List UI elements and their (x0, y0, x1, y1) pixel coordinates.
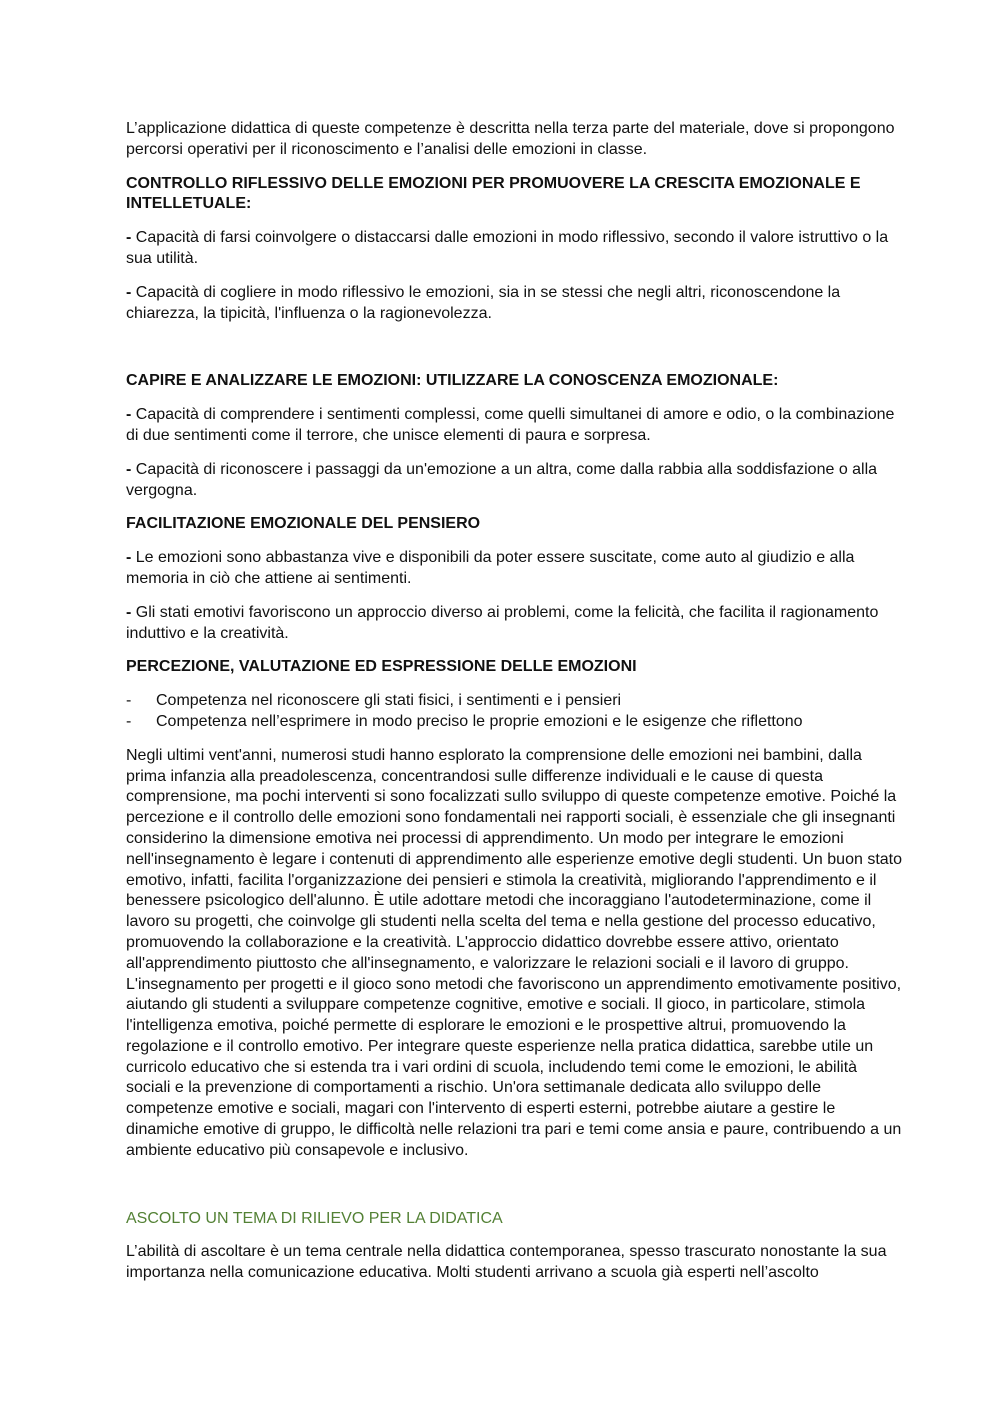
bullet-mark: - (126, 692, 132, 710)
vertical-spacer (126, 1175, 904, 1209)
list-item (126, 405, 904, 447)
bullet-list (126, 691, 904, 733)
dash-mark: - (126, 229, 132, 247)
bullet-item (126, 691, 904, 712)
intro-paragraph: L’applicazione didattica di queste competenze è descritta nella terza parte del materiale, dove si propongono percorsi operativi per il riconoscimento e l’analisi delle emozioni in classe. (126, 120, 895, 158)
list-item-text: Capacità di cogliere in modo riflessivo le emozioni, sia in se stessi che negli altri, riconoscendone la chiarezza, la tipicità, l'influenza o la ragionevolezza. (126, 283, 841, 322)
dash-mark: - (126, 406, 132, 424)
list-item (126, 283, 904, 325)
dash-mark: - (126, 603, 132, 621)
dash-mark: - (126, 460, 132, 478)
list-item (126, 603, 904, 645)
body-paragraph: Negli ultimi vent'anni, numerosi studi hanno esplorato la comprensione delle emozioni nei bambini, dalla prima infanzia alla preadolescenza, concentrandosi sulle differenze individuali e le cause di questa comprensione, ma pochi interventi si sono focalizzati sullo sviluppo di queste competenze emotive. Poiché la percezione e il controllo delle emozioni sono fondamentali nei rapporti sociali, è essenziale che gli insegnanti considerino la dimensione emotiva nei processi di apprendimento. Un modo per integrare le emozioni nell'insegnamento è legare i contenuti di apprendimento alle esperienze emotive degli studenti. Un buon stato emotivo, infatti, facilita l'organizzazione dei pensieri e stimola la creatività, migliorando l'apprendimento e il benessere psicologico dell'alunno. È utile adottare metodi che incoraggiano l'autodeterminazione, come il lavoro su progetti, che coinvolge gli studenti nella scelta del tema e nella gestione del processo educativo, promuovendo la collaborazione e la creatività. L'approccio didattico dovrebbe essere attivo, orientato all'apprendimento piuttosto che all'insegnamento, e valorizzare le relazioni sociali e il lavoro di gruppo. L'insegnamento per progetti e il gioco sono metodi che favoriscono un apprendimento emotivamente positivo, aiutando gli studenti a sviluppare competenze cognitive, emotive e sociali. Il gioco, in particolare, stimola l'intelligenza emotiva, poiché permette di esplorare le emozioni e le prospettive altrui, promuovendo la regolazione e il controllo emotivo. Per integrare queste esperienze nella pratica didattica, sarebbe utile un curricolo educativo che si estenda tra i vari ordini di scuola, includendo temi come le emozioni, le abilità sociali e la prevenzione di comportamenti a rischio. Un'ora settimanale dedicata allo sviluppo delle competenze emotive e sociali, magari con l'intervento di esperti esterni, potrebbe aiutare a gestire le dinamiche emotive di gruppo, le difficoltà nelle relazioni tra pari e temi come ansia e paure, contribuendo a un ambiente educativo più consapevole e inclusivo. (126, 746, 902, 1159)
list-item-text: Gli stati emotivi favoriscono un approccio diverso ai problemi, come la felicità, che facilita il ragionamento induttivo e la creatività. (126, 603, 879, 642)
dash-mark: - (126, 549, 132, 567)
heading-reflective-control: CONTROLLO RIFLESSIVO DELLE EMOZIONI PER PROMUOVERE LA CRESCITA EMOZIONALE E INTELLETUALE: (126, 174, 861, 213)
list-item (126, 548, 904, 590)
bullet-item-text: Competenza nell’esprimere in modo preciso le proprie emozioni e le esigenze che riflettono (156, 712, 803, 730)
list-item-text: Capacità di riconoscere i passaggi da un'emozione a un altra, come dalla rabbia alla soddisfazione o alla vergogna. (126, 460, 878, 499)
heading-perception: PERCEZIONE, VALUTAZIONE ED ESPRESSIONE DELLE EMOZIONI (126, 658, 637, 676)
listening-paragraph: L’abilità di ascoltare è un tema centrale nella didattica contemporanea, spesso trascurato nonostante la sua importanza nella comunicazione educativa. Molti studenti arrivano a scuola già esperti nell’ascolto (126, 1243, 887, 1282)
list-item-text: Le emozioni sono abbastanza vive e disponibili da poter essere suscitate, come auto al giudizio e alla memoria in ciò che attiene ai sentimenti. (126, 549, 855, 587)
bullet-item-text: Competenza nel riconoscere gli stati fisici, i sentimenti e i pensieri (156, 692, 622, 710)
vertical-spacer (126, 337, 904, 371)
heading-understand-analyze: CAPIRE E ANALIZZARE LE EMOZIONI: UTILIZZARE LA CONOSCENZA EMOZIONALE: (126, 372, 779, 390)
heading-emotional-facilitation: FACILITAZIONE EMOZIONALE DEL PENSIERO (126, 515, 481, 533)
list-item-text: Capacità di comprendere i sentimenti complessi, come quelli simultanei di amore e odio, o la combinazione di due sentimenti come il terrore, che unisce elementi di paura e sorpresa. (126, 406, 895, 444)
list-item-text: Capacità di farsi coinvolgere o distaccarsi dalle emozioni in modo riflessivo, secondo il valore istruttivo o la sua utilità. (126, 229, 889, 267)
section-title-listening: ASCOLTO UN TEMA DI RILIEVO PER LA DIDATICA (126, 1209, 503, 1227)
list-item (126, 460, 904, 502)
list-item (126, 228, 904, 270)
bullet-mark: - (126, 712, 132, 730)
bullet-item (126, 712, 904, 733)
dash-mark: - (126, 283, 132, 301)
